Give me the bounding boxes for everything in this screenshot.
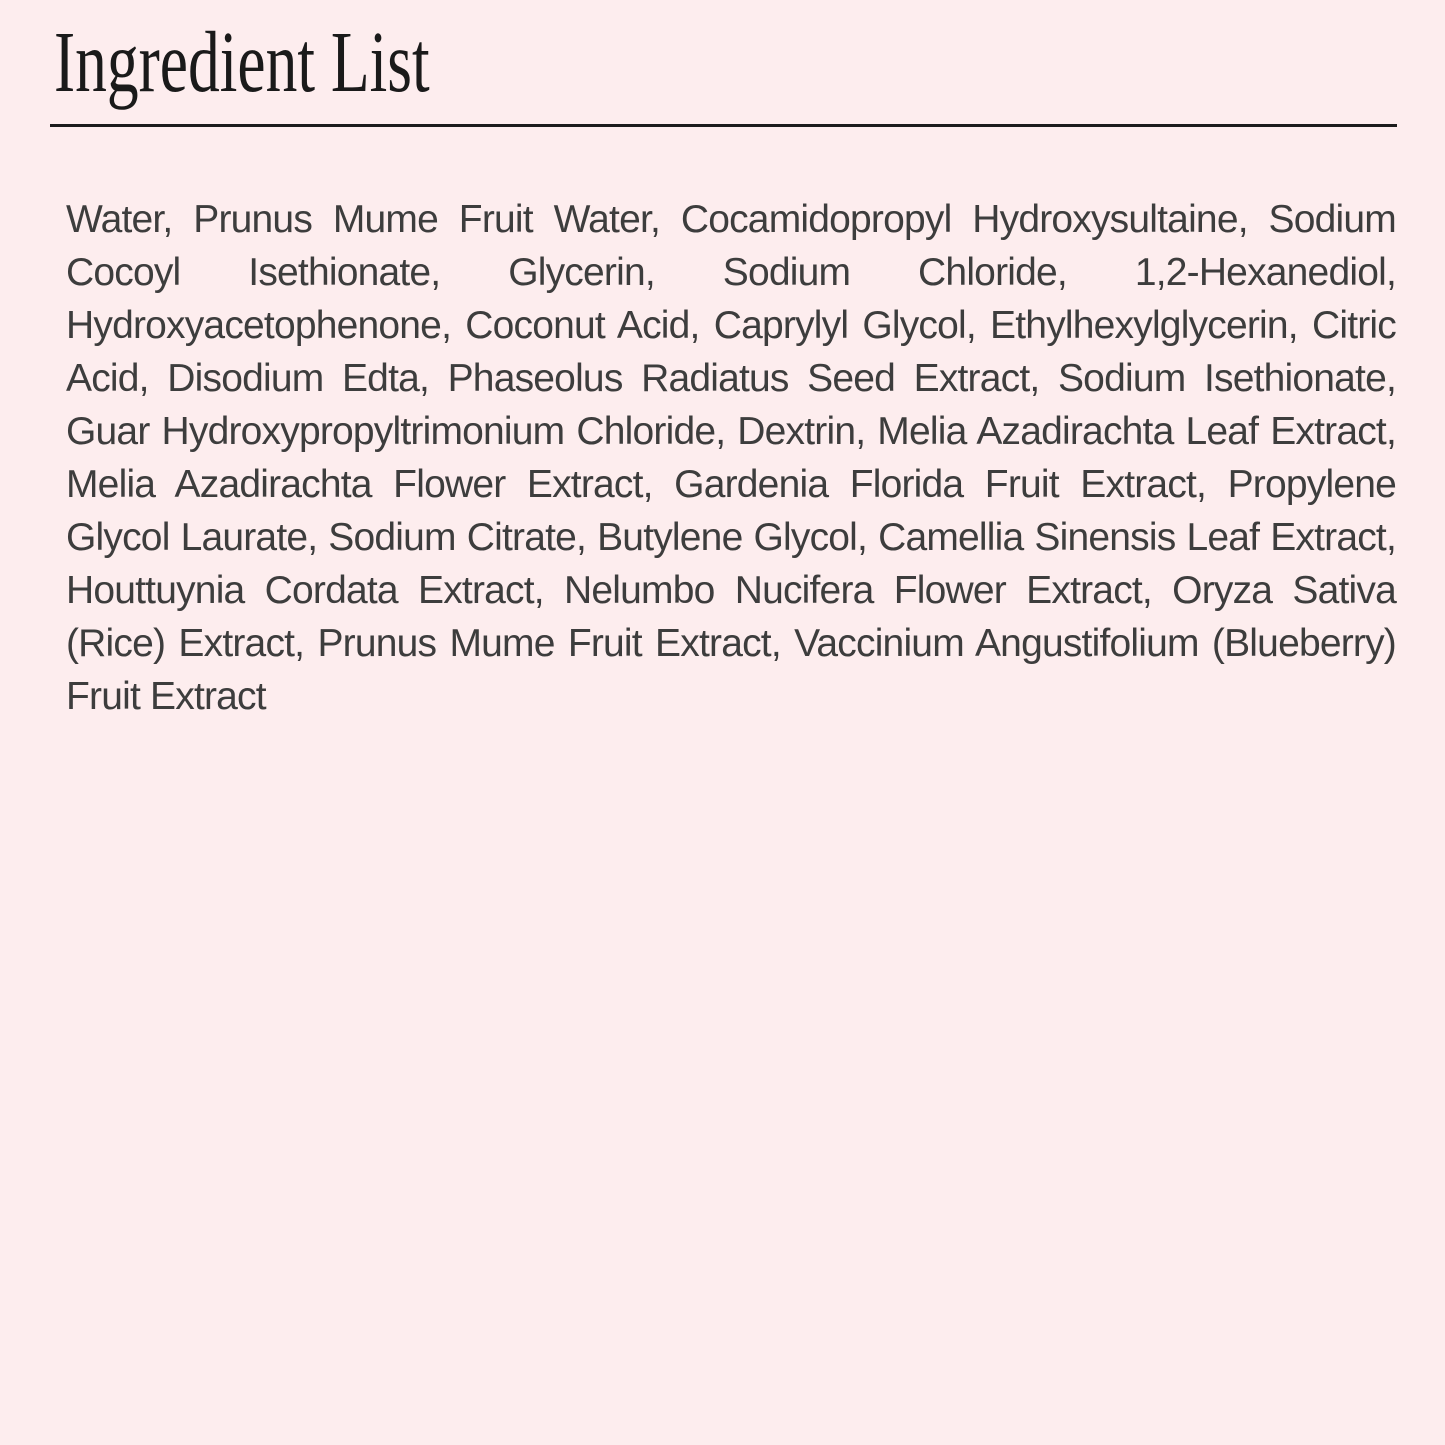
- ingredients-paragraph: Water, Prunus Mume Fruit Water, Cocamidopropyl Hydroxysultaine, Sodium Cocoyl Isethionate, Glycerin, Sodium Chloride, 1,2-Hexanediol, Hydroxyacetophenone, Coconut Acid, Caprylyl Glycol, Ethylhexylglycerin, Citric Acid, Disodium Edta, Phaseolus Radiatus Seed Extract, Sodium Isethionate, Guar Hydroxypropyltrimonium Chloride, Dextrin, Melia Azadirachta Leaf Extract, Melia Azadirachta Flower Extract, Gardenia Florida Fruit Extract, Propylene Glycol Laurate, Sodium Citrate, Butylene Glycol, Camellia Sinensis Leaf Extract, Houttuynia Cordata Extract, Nelumbo Nucifera Flower Extract, Oryza Sativa (Rice) Extract, Prunus Mume Fruit Extract, Vaccinium Angustifolium (Blueberry) Fruit Extract: [66, 198, 1396, 718]
- page-title: Ingredient List: [54, 13, 430, 110]
- title-underline-rule: [50, 124, 1397, 127]
